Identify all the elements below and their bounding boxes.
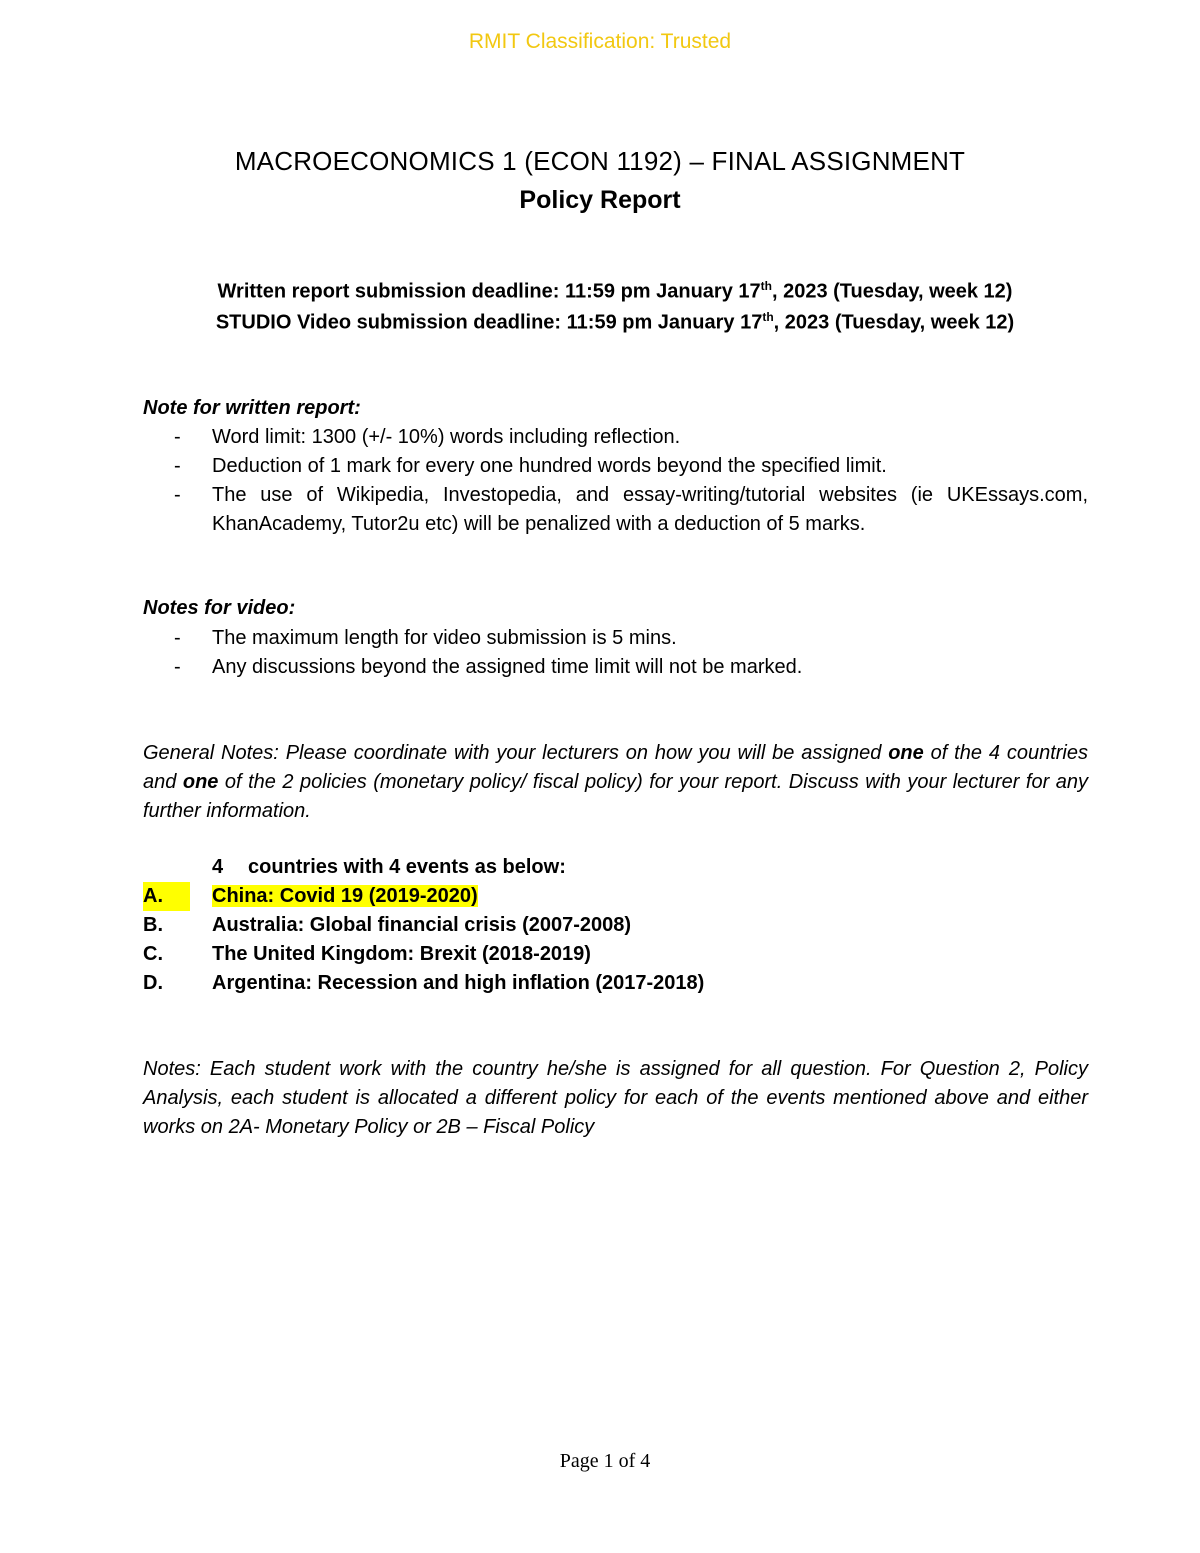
document-title: MACROECONOMICS 1 (ECON 1192) – FINAL ASSIGNMENT [234, 146, 966, 176]
report-notes-heading: Note for written report: [143, 397, 361, 419]
list-item: - The maximum length for video submission is 5 mins. [174, 624, 1088, 653]
final-notes-paragraph: Notes: Each student work with the country he/she is assigned for all question. For Question 2, Policy Analysis, each student is allocated a different policy for each of the events mentioned above and either works on 2A- Monetary Policy or 2B – Fiscal Policy [143, 1058, 1088, 1138]
bullet-dash: - [174, 484, 181, 506]
video-notes-heading: Notes for video: [143, 597, 296, 619]
country-item-argentina: D. Argentina: Recession and high inflation (2017-2018) [143, 972, 705, 994]
country-item-united-kingdom: C. The United Kingdom: Brexit (2018-2019) [143, 943, 591, 965]
general-notes-paragraph: General Notes: Please coordinate with your lecturers on how you will be assigned one of the 4 countries and one of the 2 policies (monetary policy/ fiscal policy) for your report. Discuss with your lecturer for any further information. [143, 742, 1088, 822]
list-item: - Word limit: 1300 (+/- 10%) words including reflection. [174, 423, 1088, 452]
video-notes-list [174, 624, 1088, 682]
bullet-dash: - [174, 426, 181, 448]
bullet-dash: - [174, 627, 181, 649]
classification-label: RMIT Classification: Trusted [468, 30, 732, 53]
list-item: - Any discussions beyond the assigned time limit will not be marked. [174, 653, 1088, 682]
country-list [143, 882, 704, 998]
list-item: - Deduction of 1 mark for every one hundred words beyond the specified limit. [174, 452, 1088, 481]
countries-heading: 4 countries with 4 events as below: [212, 856, 566, 878]
list-item: - The use of Wikipedia, Investopedia, and essay-writing/tutorial websites (ie UKEssays.com, KhanAcademy, Tutor2u etc) will be penalized with a deduction of 5 marks. [174, 481, 1088, 539]
video-deadline: STUDIO Video submission deadline: 11:59 pm January 17th, 2023 (Tuesday, week 12) [215, 310, 1015, 334]
bullet-dash: - [174, 455, 181, 477]
page-number: Page 1 of 4 [559, 1450, 651, 1472]
written-report-deadline: Written report submission deadline: 11:59 pm January 17th, 2023 (Tuesday, week 12) [217, 279, 1013, 303]
country-item-australia: B. Australia: Global financial crisis (2007-2008) [143, 914, 632, 936]
country-item-china: A. China: Covid 19 (2019-2020) [143, 882, 704, 911]
bullet-dash: - [174, 656, 181, 678]
report-notes-list [174, 423, 1088, 539]
document-subtitle: Policy Report [519, 186, 681, 214]
